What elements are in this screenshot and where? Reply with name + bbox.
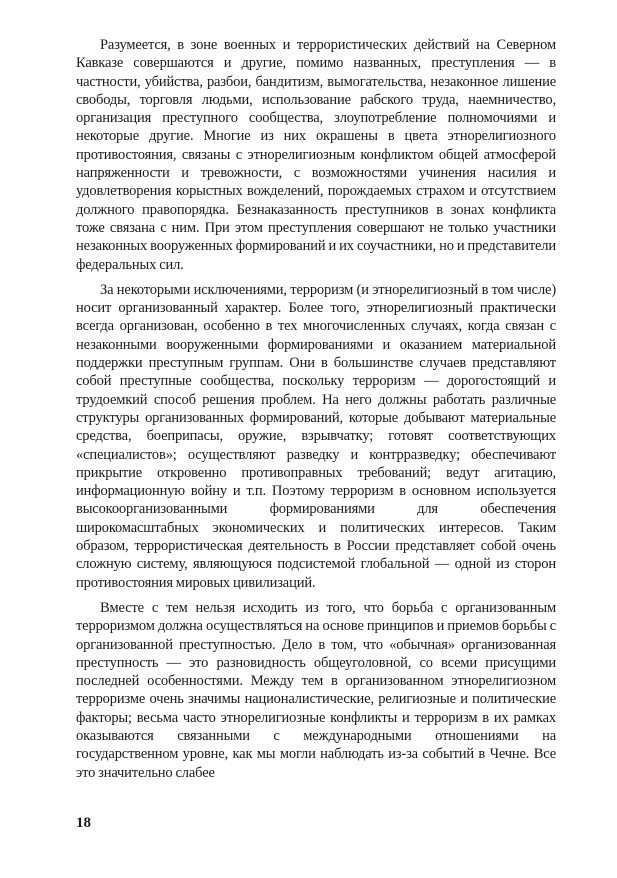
text-column xyxy=(76,36,556,782)
paragraph-2: За некоторыми исключениями, терроризм (и этнорелигиозный в том числе) носит организованный характер. Более того, этнорелигиозный практически всегда организован, особенно в тех многочисленных случаях, когда связан с незаконными вооруженными формированиями и оказанием материальной поддержки преступным группам. Они в большинстве случаев представляют собой преступные сообщества, поскольку терроризм — дорогостоящий и трудоемкий способ решения проблем. На него должны работать различные структуры организованных формирований, которые добывают материальные средства, боеприпасы, оружие, взрывчатку; готовят соответствующих «специалистов»; осуществляют разведку и контрразведку; обеспечивают прикрытие откровенно противоправных требований; ведут агитацию, информационную войну и т.п. Поэтому терроризм в основном используется высокоорганизованными формированиями для обеспечения широкомасштабных экономических и политических интересов. Таким образом, террористическая деятельность в России представляет собой очень сложную систему, являющуюся подсистемой глобальной — одной из сторон противостояния мировых цивилизаций. xyxy=(76,281,556,591)
paragraph-1: Разумеется, в зоне военных и террористических действий на Северном Кавказе совершаются и другие, помимо названных, преступления — в частности, убийства, разбои, бандитизм, вымогательства, незаконное лишение свободы, торговля людьми, использование рабского труда, наемничество, организация преступного сообщества, злоупотребление полномочиями и некоторые другие. Многие из них окрашены в цвета этнорелигиозного противостояния, связаны с этнорелигиозным конфликтом общей атмосферой напряженности и тревожности, с возможностями учинения насилия и удовлетворения корыстных вожделений, порождаемых страхом и отсутствием должного правопорядка. Безнаказанность преступников в зонах конфликта тоже связана с ним. При этом преступления совершают не только участники незаконных вооруженных формирований и их соучастники, но и представители федеральных сил. xyxy=(76,37,556,273)
paragraph-3: Вместе с тем нельзя исходить из того, что борьба с организованным терроризмом должна осуществляться на основе принципов и приемов борьбы с организованной преступностью. Дело в том, что «обычная» организованная преступность — это разновидность общеуголовной, со всеми присущими последней особенностями. Между тем в организованном этнорелигиозном терроризме очень значимы националистические, религиозные и политические факторы; весьма часто этнорелигиозные конфликты и терроризм в их рамках оказываются связанными с международными отношениями на государственном уровне, как мы могли наблюдать из-за событий в Чечне. Все это значительно слабее xyxy=(76,599,556,781)
page-number: 18 xyxy=(76,815,91,831)
